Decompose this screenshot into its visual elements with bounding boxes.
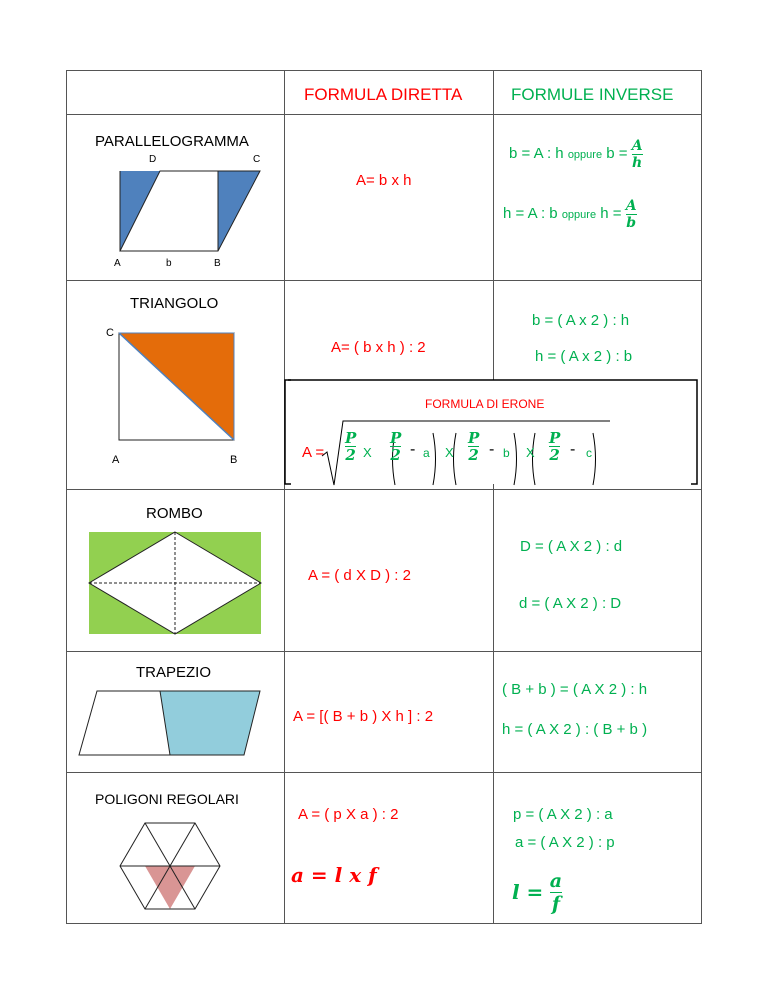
erone-fraction-3: P 2 (468, 429, 480, 464)
rhombus-direct-formula: A = ( d X D ) : 2 (308, 567, 411, 584)
polygons-apothem-formula: a = l x f (291, 863, 377, 887)
erone-c: c (586, 446, 592, 460)
rhombus-inverse-D: D = ( A X 2 ) : d (520, 538, 623, 555)
triangle-direct-formula: A= ( b x h ) : 2 (331, 339, 426, 356)
label-B: B (230, 454, 238, 466)
polygons-inverse-a: a = ( A X 2 ) : p (515, 834, 615, 851)
header-direct-formula: FORMULA DIRETTA (304, 85, 463, 104)
erone-times-1: X (363, 445, 372, 460)
erone-a: a (423, 446, 430, 460)
trapezoid-figure (76, 686, 266, 758)
fraction-num: A (625, 197, 637, 214)
inverse-b-eq: b = (606, 145, 628, 162)
label-A: A (114, 258, 121, 269)
fraction-a-over-h (632, 138, 643, 171)
hexagon-figure (110, 812, 230, 914)
erone-title: FORMULA DI ERONE (425, 397, 545, 411)
erone-times-2: X (445, 445, 454, 460)
parallelogram-inverse-h (503, 194, 637, 234)
trapezoid-inverse-h: h = ( A X 2 ) : ( B + b ) (502, 721, 648, 738)
erone-box (280, 378, 705, 488)
rhombus-figure (86, 528, 266, 640)
label-D: D (149, 154, 157, 165)
parallelogram-figure (100, 148, 280, 272)
fraction-den: b (626, 214, 637, 231)
header-inverse-formulas: FORMULE INVERSE (511, 85, 674, 104)
erone-fraction-4: P 2 (549, 429, 561, 464)
erone-minus-3: - (570, 441, 576, 458)
label-C: C (253, 154, 261, 165)
erone-fraction-1: P 2 (345, 429, 357, 464)
trapezoid-inverse-sum: ( B + b ) = ( A X 2 ) : h (502, 681, 648, 698)
parallelogram-direct-formula: A= b x h (356, 172, 412, 189)
label-b: b (166, 258, 172, 269)
polygons-title: POLIGONI REGOLARI (95, 791, 239, 807)
trapezoid-direct-formula: A = [( B + b ) X h ] : 2 (293, 708, 434, 725)
parallelogram-title: PARALLELOGRAMMA (95, 133, 249, 150)
rhombus-title: ROMBO (146, 505, 203, 522)
label-C: C (106, 327, 114, 339)
inverse-h-eq: h = (600, 205, 622, 222)
triangle-inverse-h: h = ( A x 2 ) : b (535, 348, 633, 365)
trapezoid-title: TRAPEZIO (136, 664, 212, 681)
erone-minus-2: - (489, 441, 495, 458)
polygons-inverse-l (512, 866, 562, 918)
fraction-num: A (631, 137, 643, 154)
oppure-text: oppure (561, 209, 597, 221)
label-B: B (214, 258, 221, 269)
fraction-a-over-b (626, 198, 637, 231)
triangle-inverse-b: b = ( A x 2 ) : h (532, 312, 630, 329)
parallelogram-inverse-b (509, 134, 643, 174)
erone-lhs: A = (302, 444, 325, 461)
inverse-h-text: h = A : b (503, 205, 558, 222)
polygons-direct-formula: A = ( p X a ) : 2 (298, 806, 399, 823)
fraction-den: f (551, 892, 561, 915)
erone-minus-1: - (410, 441, 416, 458)
polygons-inverse-p: p = ( A X 2 ) : a (513, 806, 613, 823)
oppure-text: oppure (567, 149, 603, 161)
triangle-figure (100, 320, 280, 470)
label-A: A (112, 454, 120, 466)
fraction-den: h (632, 154, 643, 171)
fraction-a-over-f (550, 870, 562, 915)
fraction-num: a (549, 869, 563, 892)
rhombus-inverse-d: d = ( A X 2 ) : D (519, 595, 622, 612)
inverse-b-text: b = A : h (509, 145, 564, 162)
erone-fraction-2: P 2 (390, 429, 402, 464)
erone-times-3: X (526, 445, 535, 460)
triangle-title: TRIANGOLO (130, 295, 219, 312)
inverse-l-lhs: l = (512, 880, 544, 904)
erone-b: b (503, 446, 510, 460)
